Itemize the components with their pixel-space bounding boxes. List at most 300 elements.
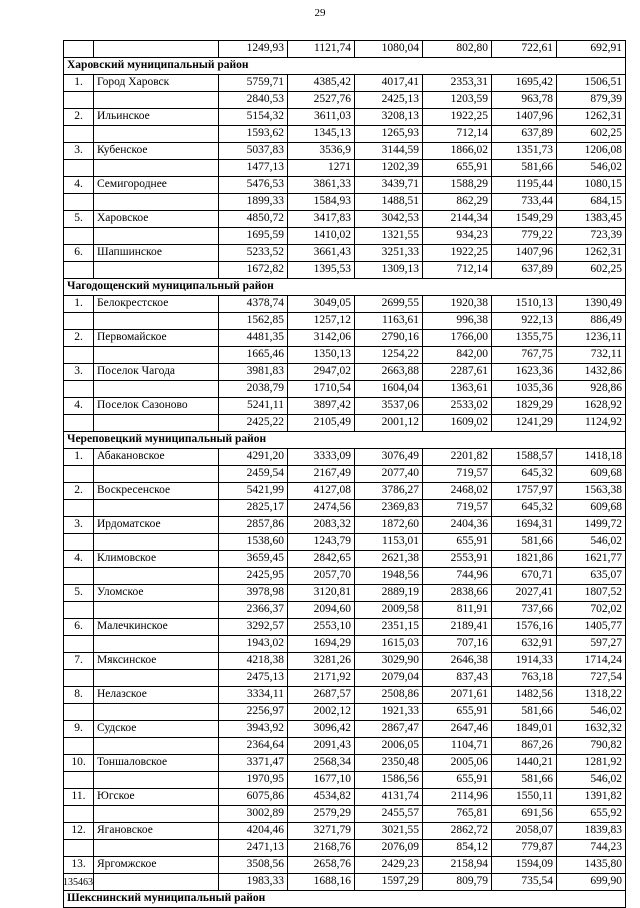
value-cell: 3042,53 (355, 211, 423, 228)
value-cell: 3021,55 (355, 823, 423, 840)
value-cell: 2699,55 (355, 296, 423, 313)
row-number: 2. (64, 109, 94, 126)
value-cell: 2840,53 (219, 92, 288, 109)
value-cell: 632,91 (492, 636, 557, 653)
value-cell: 2425,95 (219, 568, 288, 585)
value-cell: 4850,72 (219, 211, 288, 228)
value-cell: 2889,19 (355, 585, 423, 602)
row-number: 12. (64, 823, 94, 840)
value-cell: 2857,86 (219, 517, 288, 534)
value-cell: 597,27 (557, 636, 626, 653)
value-cell: 2171,92 (288, 670, 355, 687)
value-cell: 2474,56 (288, 500, 355, 517)
table-row (64, 721, 626, 738)
value-cell: 802,80 (423, 41, 492, 58)
table-row (64, 806, 626, 823)
value-cell: 5759,71 (219, 75, 288, 92)
value-cell: 4291,20 (219, 449, 288, 466)
table-row (64, 177, 626, 194)
value-cell: 2058,07 (492, 823, 557, 840)
value-cell: 2568,34 (288, 755, 355, 772)
value-cell: 3251,33 (355, 245, 423, 262)
row-number: 1. (64, 449, 94, 466)
table-body (64, 41, 626, 908)
value-cell: 879,39 (557, 92, 626, 109)
value-cell: 1391,82 (557, 789, 626, 806)
value-cell: 1562,85 (219, 313, 288, 330)
value-cell: 862,29 (423, 194, 492, 211)
settlement-name: Абакановское (94, 449, 219, 466)
table-row (64, 75, 626, 92)
value-cell: 2006,05 (355, 738, 423, 755)
table-row (64, 364, 626, 381)
value-cell: 1766,00 (423, 330, 492, 347)
row-number (64, 381, 94, 398)
value-cell: 581,66 (492, 160, 557, 177)
value-cell: 2842,65 (288, 551, 355, 568)
settlement-name: Малечкинское (94, 619, 219, 636)
value-cell: 3943,92 (219, 721, 288, 738)
value-cell: 1206,08 (557, 143, 626, 160)
value-cell: 637,89 (492, 262, 557, 279)
row-number (64, 194, 94, 211)
value-cell: 765,81 (423, 806, 492, 823)
row-number (64, 126, 94, 143)
value-cell: 1435,80 (557, 857, 626, 874)
value-cell: 1807,52 (557, 585, 626, 602)
value-cell: 3786,27 (355, 483, 423, 500)
value-cell: 2553,10 (288, 619, 355, 636)
value-cell: 2527,76 (288, 92, 355, 109)
tariff-table (63, 40, 626, 908)
value-cell: 2838,66 (423, 585, 492, 602)
value-cell: 2553,91 (423, 551, 492, 568)
value-cell: 1538,60 (219, 534, 288, 551)
table-row (64, 415, 626, 432)
value-cell: 2947,02 (288, 364, 355, 381)
value-cell: 1257,12 (288, 313, 355, 330)
value-cell: 3120,81 (288, 585, 355, 602)
value-cell: 5421,99 (219, 483, 288, 500)
value-cell: 1588,29 (423, 177, 492, 194)
value-cell: 779,22 (492, 228, 557, 245)
table-row (64, 568, 626, 585)
value-cell: 546,02 (557, 534, 626, 551)
value-cell: 1922,25 (423, 109, 492, 126)
settlement-name: Уломское (94, 585, 219, 602)
value-cell: 1621,77 (557, 551, 626, 568)
value-cell: 1970,95 (219, 772, 288, 789)
row-number: 3. (64, 143, 94, 160)
value-cell: 854,12 (423, 840, 492, 857)
table-row (64, 840, 626, 857)
value-cell: 2369,83 (355, 500, 423, 517)
value-cell: 1672,82 (219, 262, 288, 279)
value-cell: 2077,40 (355, 466, 423, 483)
value-cell: 763,18 (492, 670, 557, 687)
table-row (64, 262, 626, 279)
value-cell: 723,39 (557, 228, 626, 245)
value-cell: 2158,94 (423, 857, 492, 874)
section-row (64, 279, 626, 296)
value-cell: 1983,33 (219, 874, 288, 891)
value-cell: 2647,46 (423, 721, 492, 738)
value-cell: 3897,42 (288, 398, 355, 415)
value-cell: 1418,18 (557, 449, 626, 466)
table-row (64, 534, 626, 551)
value-cell: 581,66 (492, 704, 557, 721)
settlement-name (94, 194, 219, 211)
row-number (64, 806, 94, 823)
table-row (64, 500, 626, 517)
value-cell: 2350,48 (355, 755, 423, 772)
table-row (64, 636, 626, 653)
settlement-name (94, 772, 219, 789)
value-cell: 3049,05 (288, 296, 355, 313)
value-cell: 3981,83 (219, 364, 288, 381)
table-row (64, 211, 626, 228)
row-number: 4. (64, 177, 94, 194)
value-cell: 670,71 (492, 568, 557, 585)
row-number: 9. (64, 721, 94, 738)
value-cell: 963,78 (492, 92, 557, 109)
value-cell: 1477,13 (219, 160, 288, 177)
value-cell: 1588,57 (492, 449, 557, 466)
row-number: 1. (64, 75, 94, 92)
value-cell: 1688,16 (288, 874, 355, 891)
value-cell: 1410,02 (288, 228, 355, 245)
value-cell: 1321,55 (355, 228, 423, 245)
value-cell: 1506,51 (557, 75, 626, 92)
value-cell: 2658,76 (288, 857, 355, 874)
value-cell: 1345,13 (288, 126, 355, 143)
value-cell: 655,91 (423, 704, 492, 721)
value-cell: 2364,64 (219, 738, 288, 755)
value-cell: 4127,08 (288, 483, 355, 500)
value-cell: 1920,38 (423, 296, 492, 313)
value-cell: 2790,16 (355, 330, 423, 347)
value-cell: 1943,02 (219, 636, 288, 653)
value-cell: 1499,72 (557, 517, 626, 534)
value-cell: 2002,12 (288, 704, 355, 721)
value-cell: 5154,32 (219, 109, 288, 126)
value-cell: 2508,86 (355, 687, 423, 704)
value-cell: 1202,39 (355, 160, 423, 177)
value-cell: 732,11 (557, 347, 626, 364)
value-cell: 1035,36 (492, 381, 557, 398)
value-cell: 3861,33 (288, 177, 355, 194)
settlement-name (94, 262, 219, 279)
value-cell: 1677,10 (288, 772, 355, 789)
value-cell: 2353,31 (423, 75, 492, 92)
value-cell: 1914,33 (492, 653, 557, 670)
value-cell: 602,25 (557, 262, 626, 279)
value-cell: 2687,57 (288, 687, 355, 704)
value-cell: 1124,92 (557, 415, 626, 432)
settlement-name: Климовское (94, 551, 219, 568)
table-row (64, 194, 626, 211)
row-number (64, 670, 94, 687)
value-cell: 3537,06 (355, 398, 423, 415)
settlement-name (94, 160, 219, 177)
value-cell: 1872,60 (355, 517, 423, 534)
value-cell: 655,92 (557, 806, 626, 823)
settlement-name (94, 92, 219, 109)
value-cell: 2646,38 (423, 653, 492, 670)
value-cell: 744,96 (423, 568, 492, 585)
value-cell: 3334,11 (219, 687, 288, 704)
value-cell: 1584,93 (288, 194, 355, 211)
row-number (64, 704, 94, 721)
table-row (64, 704, 626, 721)
value-cell: 609,68 (557, 466, 626, 483)
value-cell: 1163,61 (355, 313, 423, 330)
value-cell: 699,90 (557, 874, 626, 891)
value-cell: 1604,04 (355, 381, 423, 398)
value-cell: 2167,49 (288, 466, 355, 483)
value-cell: 1839,83 (557, 823, 626, 840)
value-cell: 2621,38 (355, 551, 423, 568)
table-row (64, 602, 626, 619)
settlement-name (94, 704, 219, 721)
value-cell: 3208,13 (355, 109, 423, 126)
value-cell: 1757,97 (492, 483, 557, 500)
row-number (64, 534, 94, 551)
value-cell: 1383,45 (557, 211, 626, 228)
value-cell: 2083,32 (288, 517, 355, 534)
table-row (64, 772, 626, 789)
value-cell: 1576,16 (492, 619, 557, 636)
settlement-name: Мяксинское (94, 653, 219, 670)
value-cell: 4204,46 (219, 823, 288, 840)
table-row (64, 398, 626, 415)
value-cell: 684,15 (557, 194, 626, 211)
row-number: 11. (64, 789, 94, 806)
settlement-name (94, 534, 219, 551)
value-cell: 3978,98 (219, 585, 288, 602)
value-cell: 3439,71 (355, 177, 423, 194)
settlement-name: Первомайское (94, 330, 219, 347)
value-cell: 5476,53 (219, 177, 288, 194)
value-cell: 1710,54 (288, 381, 355, 398)
value-cell: 2144,34 (423, 211, 492, 228)
value-cell: 1236,11 (557, 330, 626, 347)
row-number: 13. (64, 857, 94, 874)
value-cell: 1271 (288, 160, 355, 177)
table-row (64, 551, 626, 568)
row-number (64, 228, 94, 245)
settlement-name: Яргомжское (94, 857, 219, 874)
value-cell: 719,57 (423, 500, 492, 517)
table-row (64, 619, 626, 636)
value-cell: 2862,72 (423, 823, 492, 840)
value-cell: 2471,13 (219, 840, 288, 857)
settlement-name: Судское (94, 721, 219, 738)
value-cell: 3661,43 (288, 245, 355, 262)
value-cell: 5037,83 (219, 143, 288, 160)
value-cell: 727,54 (557, 670, 626, 687)
value-cell: 3142,06 (288, 330, 355, 347)
value-cell: 1550,11 (492, 789, 557, 806)
value-cell: 2168,76 (288, 840, 355, 857)
row-number (64, 466, 94, 483)
value-cell: 1355,75 (492, 330, 557, 347)
settlement-name (94, 466, 219, 483)
value-cell: 4378,74 (219, 296, 288, 313)
value-cell: 2579,29 (288, 806, 355, 823)
row-number (64, 772, 94, 789)
section-title: Череповецкий муниципальный район (64, 432, 626, 449)
section-title: Чагодощенский муниципальный район (64, 279, 626, 296)
value-cell: 5241,11 (219, 398, 288, 415)
value-cell: 3333,09 (288, 449, 355, 466)
table-row (64, 483, 626, 500)
value-cell: 1628,92 (557, 398, 626, 415)
value-cell: 837,43 (423, 670, 492, 687)
value-cell: 546,02 (557, 160, 626, 177)
settlement-name (94, 840, 219, 857)
row-number (64, 738, 94, 755)
value-cell: 1632,32 (557, 721, 626, 738)
value-cell: 2867,47 (355, 721, 423, 738)
value-cell: 3659,45 (219, 551, 288, 568)
table-row (64, 313, 626, 330)
value-cell: 1309,13 (355, 262, 423, 279)
settlement-name (94, 126, 219, 143)
value-cell: 996,38 (423, 313, 492, 330)
table-row (64, 41, 626, 58)
value-cell: 1318,22 (557, 687, 626, 704)
value-cell: 719,57 (423, 466, 492, 483)
value-cell: 1694,31 (492, 517, 557, 534)
value-cell: 1866,02 (423, 143, 492, 160)
settlement-name (94, 602, 219, 619)
document-code: 135463 (63, 877, 93, 888)
settlement-name: Ирдоматское (94, 517, 219, 534)
table-row (64, 92, 626, 109)
section-row (64, 432, 626, 449)
value-cell: 1615,03 (355, 636, 423, 653)
value-cell: 6075,86 (219, 789, 288, 806)
table-row (64, 517, 626, 534)
value-cell: 1405,77 (557, 619, 626, 636)
table-row (64, 670, 626, 687)
value-cell: 1281,92 (557, 755, 626, 772)
value-cell: 3417,83 (288, 211, 355, 228)
settlement-name: Шапшинское (94, 245, 219, 262)
value-cell: 1482,56 (492, 687, 557, 704)
value-cell: 2114,96 (423, 789, 492, 806)
settlement-name: Харовское (94, 211, 219, 228)
value-cell: 546,02 (557, 704, 626, 721)
value-cell: 934,23 (423, 228, 492, 245)
row-number (64, 500, 94, 517)
settlement-name (94, 806, 219, 823)
value-cell: 842,00 (423, 347, 492, 364)
settlement-name: Нелазское (94, 687, 219, 704)
value-cell: 811,91 (423, 602, 492, 619)
value-cell: 2076,09 (355, 840, 423, 857)
row-number (64, 636, 94, 653)
value-cell: 737,66 (492, 602, 557, 619)
table-row (64, 109, 626, 126)
value-cell: 1203,59 (423, 92, 492, 109)
value-cell: 5233,52 (219, 245, 288, 262)
settlement-name (94, 874, 219, 891)
settlement-name: Белокрестское (94, 296, 219, 313)
value-cell: 1262,31 (557, 245, 626, 262)
value-cell: 1440,21 (492, 755, 557, 772)
table-row (64, 857, 626, 874)
settlement-name (94, 313, 219, 330)
value-cell: 581,66 (492, 772, 557, 789)
value-cell: 712,14 (423, 262, 492, 279)
table-row (64, 874, 626, 891)
row-number: 10. (64, 755, 94, 772)
value-cell: 1563,38 (557, 483, 626, 500)
value-cell: 2001,12 (355, 415, 423, 432)
row-number (64, 92, 94, 109)
settlement-name (94, 347, 219, 364)
value-cell: 1510,13 (492, 296, 557, 313)
value-cell: 1080,04 (355, 41, 423, 58)
table-row (64, 330, 626, 347)
section-row (64, 58, 626, 75)
value-cell: 2475,13 (219, 670, 288, 687)
row-number (64, 160, 94, 177)
value-cell: 3271,79 (288, 823, 355, 840)
value-cell: 767,75 (492, 347, 557, 364)
settlement-name (94, 415, 219, 432)
value-cell: 691,56 (492, 806, 557, 823)
value-cell: 2533,02 (423, 398, 492, 415)
table-row (64, 143, 626, 160)
value-cell: 1714,24 (557, 653, 626, 670)
value-cell: 735,54 (492, 874, 557, 891)
table-row (64, 296, 626, 313)
row-number: 4. (64, 398, 94, 415)
table-row (64, 687, 626, 704)
row-number (64, 313, 94, 330)
value-cell: 692,91 (557, 41, 626, 58)
value-cell: 635,07 (557, 568, 626, 585)
value-cell: 1849,01 (492, 721, 557, 738)
page-number: 29 (314, 7, 326, 19)
table-row (64, 738, 626, 755)
settlement-name (94, 228, 219, 245)
value-cell: 886,49 (557, 313, 626, 330)
value-cell: 1594,09 (492, 857, 557, 874)
settlement-name: Город Харовск (94, 75, 219, 92)
value-cell: 3611,03 (288, 109, 355, 126)
value-cell: 1265,93 (355, 126, 423, 143)
settlement-name: Тоншаловское (94, 755, 219, 772)
value-cell: 2105,49 (288, 415, 355, 432)
value-cell: 1407,96 (492, 245, 557, 262)
value-cell: 3096,42 (288, 721, 355, 738)
value-cell: 3144,59 (355, 143, 423, 160)
row-number: 2. (64, 483, 94, 500)
value-cell: 1350,13 (288, 347, 355, 364)
value-cell: 3371,47 (219, 755, 288, 772)
value-cell: 1243,79 (288, 534, 355, 551)
row-number: 7. (64, 653, 94, 670)
value-cell: 3292,57 (219, 619, 288, 636)
value-cell: 1586,56 (355, 772, 423, 789)
value-cell: 1195,44 (492, 177, 557, 194)
value-cell: 702,02 (557, 602, 626, 619)
settlement-name: Ильинское (94, 109, 219, 126)
